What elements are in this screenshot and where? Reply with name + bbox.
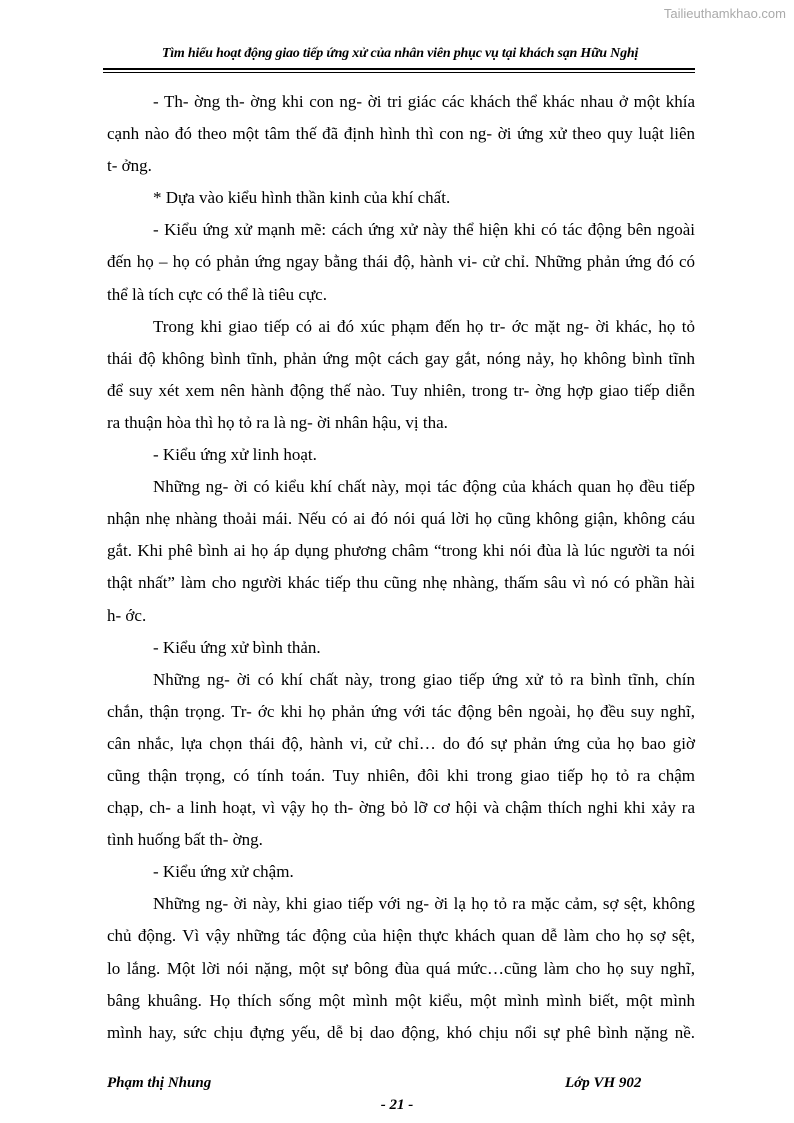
text-line: nhận nhẹ nhàng thoải mái. Nếu có ai đó nói quá lời họ cũng không giận, không cáu <box>107 509 695 529</box>
text-line: t- ởng. <box>107 156 152 176</box>
text-line: h- ớc. <box>107 605 147 625</box>
text-line: chắn, thận trọng. Tr- ớc khi họ phản ứng với tác động bên ngoài, họ đều suy nghĩ, <box>107 701 695 721</box>
text-line: * Dựa vào kiểu hình thần kinh của khí chất. <box>153 188 451 208</box>
running-header: Tìm hiểu hoạt động giao tiếp ứng xử của nhân viên phục vụ tại khách sạn Hữu Nghị <box>161 46 639 61</box>
text-line: chạp, ch- a linh hoạt, vì vậy họ th- ờng bỏ lỡ cơ hội và chậm thích nghi khi xảy ra <box>107 798 695 818</box>
text-line: cạnh nào đó theo một tâm thế đã định hình thì con ng- ời ứng xử theo quy luật liên <box>107 124 695 144</box>
text-line: - Kiểu ứng xử chậm. <box>153 862 294 882</box>
header-rule <box>103 68 695 70</box>
text-line: - Kiểu ứng xử mạnh mẽ: cách ứng xử này thể hiện khi có tác động bên ngoài <box>153 220 695 240</box>
text-line: lo lắng. Một lời nói nặng, một sự bông đùa quá mức…cũng làm cho họ suy nghĩ, <box>107 958 695 978</box>
watermark: Tailieuthamkhao.com <box>663 6 786 21</box>
text-line: để suy xét xem nên hành động thế nào. Tuy nhiên, trong tr- ờng hợp giao tiếp diễn <box>107 380 695 400</box>
text-line: thật nhất” làm cho người khác tiếp thu cũng nhẹ nhàng, thấm sâu vì nó có phần hài <box>107 573 695 593</box>
text-line: cũng thận trọng, có tính toán. Tuy nhiên, đôi khi trong giao tiếp họ tỏ ra chậm <box>107 765 695 785</box>
text-line: Những ng- ời có kiểu khí chất này, mọi tác động của khách quan họ đều tiếp <box>153 477 695 497</box>
text-line: - Th- ờng th- ờng khi con ng- ời tri giác các khách thể khác nhau ở một khía <box>153 92 695 111</box>
header-rule-thin <box>103 72 695 73</box>
text-line: Những ng- ời này, khi giao tiếp với ng- ời lạ họ tỏ ra mặc cảm, sợ sệt, không <box>153 894 695 914</box>
footer-class: Lớp VH 902 <box>565 1075 642 1091</box>
text-line: mình hay, sức chịu đựng yếu, dễ bị dao động, khó chịu nổi sự phê bình nặng nề. <box>107 1022 695 1042</box>
text-line: - Kiểu ứng xử linh hoạt. <box>153 445 317 465</box>
text-line: thái độ không bình tĩnh, phản ứng một cách gay gắt, nóng nảy, họ không bình tĩnh <box>107 348 695 368</box>
text-line: cân nhắc, lựa chọn thái độ, hành vi, cử chỉ… do đó sự phản ứng của họ bao giờ <box>107 733 695 753</box>
text-line: ra thuận hòa thì họ tỏ ra là ng- ời nhân hậu, vị tha. <box>107 412 448 432</box>
text-line: Những ng- ời có khí chất này, trong giao tiếp ứng xử tỏ ra bình tĩnh, chín <box>153 669 695 689</box>
text-line: Trong khi giao tiếp có ai đó xúc phạm đến họ tr- ớc mặt ng- ời khác, họ tỏ <box>153 316 695 336</box>
footer-author: Phạm thị Nhung <box>107 1075 212 1091</box>
text-line: gắt. Khi phê bình ai họ áp dụng phương châm “trong khi nói đùa là lúc người ta nói <box>107 541 695 561</box>
page-number: - 21 - <box>380 1097 414 1113</box>
text-line: đến họ – họ có phản ứng ngay bằng thái độ, hành vi- cử chỉ. Những phản ứng đó có <box>107 252 695 272</box>
text-line: chủ động. Vì vậy những tác động của hiện thực khách quan dễ làm cho họ sợ sệt, <box>107 926 695 946</box>
text-line: bâng khuâng. Họ thích sống một mình một kiểu, một mình mình biết, một mình <box>107 990 695 1010</box>
body-text <box>107 86 695 1049</box>
text-line: tình huống bất th- ờng. <box>107 830 263 850</box>
text-line: thể là tích cực có thể là tiêu cực. <box>107 284 327 304</box>
text-line: - Kiểu ứng xử bình thản. <box>153 637 321 657</box>
